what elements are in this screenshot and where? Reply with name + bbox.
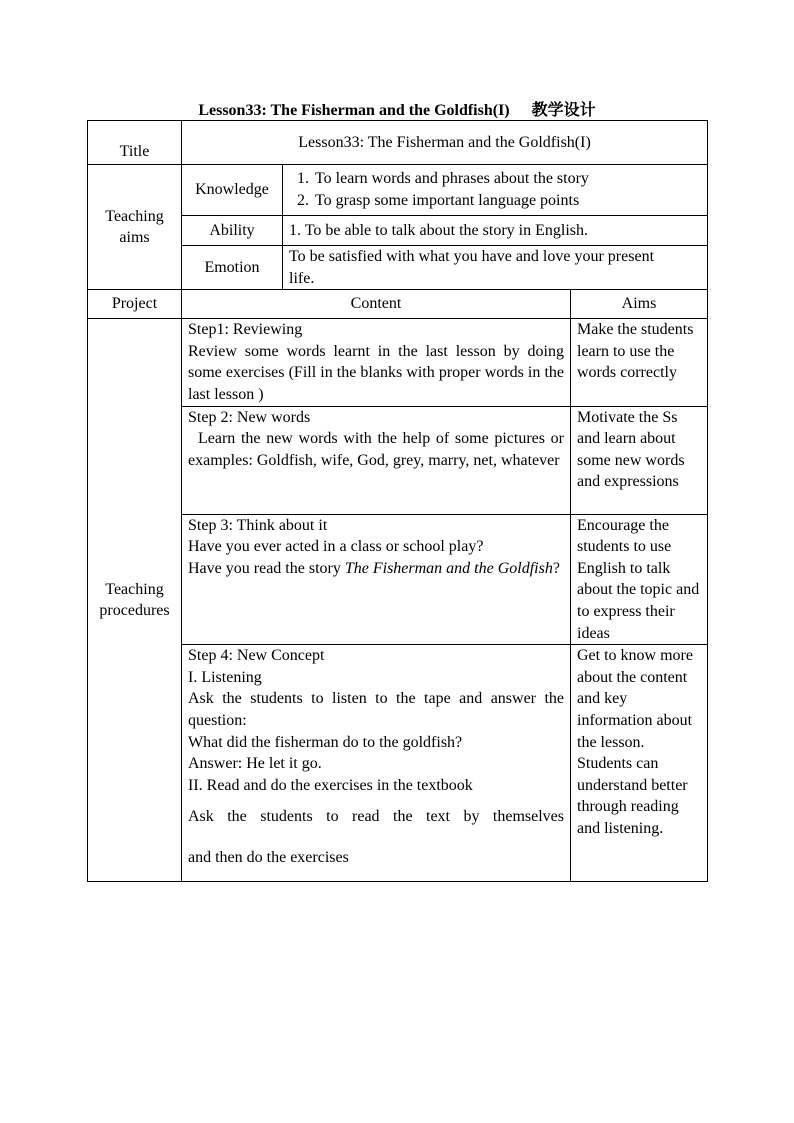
title-row (88, 121, 708, 165)
step-line (188, 558, 564, 580)
step-content-1 (182, 319, 571, 406)
step-answer: Answer: He let it go. (188, 755, 322, 773)
step-line: and then do the exercises (188, 848, 349, 866)
ability-label: Ability (182, 216, 283, 246)
story-title: The Fisherman and the Goldfish (344, 559, 553, 577)
header-aims: Aims (571, 290, 708, 319)
knowledge-label: Knowledge (182, 165, 283, 216)
step-subheading: II. Read and do the exercises in the textbook (188, 776, 473, 794)
step-line: Have you ever acted in a class or school play? (188, 538, 484, 556)
title-value: Lesson33: The Fisherman and the Goldfish(I) (182, 121, 708, 165)
step-line-suffix: ? (552, 559, 560, 577)
step-line-prefix: Have you read the story (188, 559, 345, 577)
knowledge-content (283, 165, 708, 216)
step-content-3 (182, 514, 571, 645)
step-content-2 (182, 406, 571, 514)
title-label: Title (88, 121, 182, 165)
step-subheading: I. Listening (188, 668, 262, 686)
step-heading: Step1: Reviewing (188, 321, 303, 339)
document-title-cn: 教学设计 (531, 100, 596, 119)
header-row (88, 290, 708, 319)
knowledge-item: 1. To learn words and phrases about the story (313, 168, 701, 190)
teaching-procedures-label: Teaching procedures (88, 319, 182, 882)
step-question: What did the fisherman do to the goldfish? (188, 733, 463, 751)
knowledge-row (88, 165, 708, 216)
document-title-en: Lesson33: The Fisherman and the Goldfish(I) (198, 102, 510, 119)
teaching-aims-label: Teaching aims (88, 165, 182, 290)
header-project: Project (88, 290, 182, 319)
step-line: Ask the students to read the text by themselves (188, 808, 564, 826)
step-heading: Step 3: Think about it (188, 516, 328, 534)
step-content-4 (182, 645, 571, 882)
step-body: Review some words learnt in the last lesson by doing some exercises (Fill in the blanks with proper words in the last lesson ) (188, 342, 564, 403)
header-content: Content (182, 290, 571, 319)
step-aims-4: Get to know more about the content and key information about the lesson. Students can understand better through reading and listening. (571, 645, 708, 882)
step-aims-3: Encourage the students to use English to talk about the topic and to express their ideas (571, 514, 708, 645)
step-aims-2: Motivate the Ss and learn about some new words and expressions (571, 406, 708, 514)
knowledge-list (289, 168, 701, 211)
ability-content: 1. To be able to talk about the story in English. (283, 216, 708, 246)
knowledge-item: 2. To grasp some important language points (313, 190, 701, 212)
step-aims-1: Make the students learn to use the words correctly (571, 319, 708, 406)
emotion-content: To be satisfied with what you have and love your present life. (283, 246, 708, 290)
document-title (0, 97, 794, 120)
lesson-plan-table (87, 120, 708, 882)
step-heading: Step 2: New words (188, 408, 311, 426)
step-body: Learn the new words with the help of some pictures or examples: Goldfish, wife, God, grey, marry, net, whatever (188, 430, 564, 469)
step-line: Ask the students to listen to the tape and answer the question: (188, 690, 564, 729)
emotion-label: Emotion (182, 246, 283, 290)
step-heading: Step 4: New Concept (188, 647, 325, 665)
step-row-1 (88, 319, 708, 406)
